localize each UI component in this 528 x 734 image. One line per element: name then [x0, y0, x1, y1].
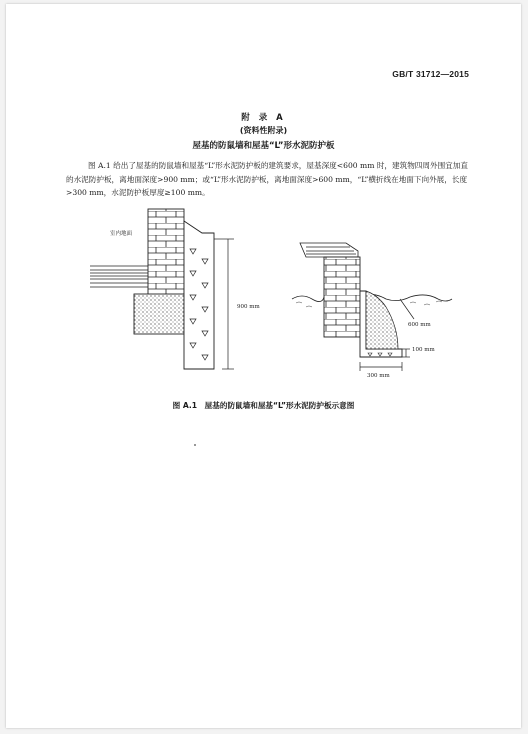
left-rat-wall-diagram	[90, 209, 260, 369]
sill-beam	[300, 243, 358, 257]
dim-600-label: 600 mm	[408, 322, 431, 328]
standard-number: GB/T 31712—2015	[392, 69, 469, 79]
appendix-title: 附 录 A	[241, 113, 286, 123]
dim-100-label: 100 mm	[412, 347, 435, 353]
figure-caption: 图 A.1 屋基的防鼠墙和屋基“L”形水泥防护板示意图	[172, 401, 355, 410]
brick-wall	[148, 209, 184, 299]
label-indoor-ground: 室内地面	[110, 231, 133, 237]
body-paragraph: 图 A.1 给出了屋基的防鼠墙和屋基“L”形水泥防护板的建筑要求，屋基深度<600 mm 时，建筑物四周外围宜加直的水泥防护板，离地面深度>900 mm；或“L”形水泥防护板，离地面深度>600 mm，“L”横折线在地面下向外展，长度>300 mm，水泥防护板厚度≥100 mm。	[66, 161, 468, 197]
scan-speck	[194, 444, 196, 446]
concrete-guard-plate	[184, 221, 214, 369]
dim-100-line	[402, 349, 410, 357]
appendix-type: (资料性附录)	[239, 126, 288, 135]
brick-pier	[324, 257, 360, 337]
figure-a1-diagram	[6, 199, 521, 394]
floor-layers	[90, 266, 148, 287]
backfill-soil	[366, 291, 398, 349]
right-l-plate-diagram	[292, 243, 452, 379]
dim-900-line	[214, 239, 234, 369]
dim-900-label: 900 mm	[237, 304, 260, 310]
foundation-base	[134, 294, 188, 334]
appendix-subtitle: 屋基的防鼠墙和屋基“L”形水泥防护板	[192, 141, 335, 151]
dim-300-label: 300 mm	[367, 373, 390, 379]
document-page	[6, 4, 521, 728]
dim-300-line	[360, 362, 402, 371]
